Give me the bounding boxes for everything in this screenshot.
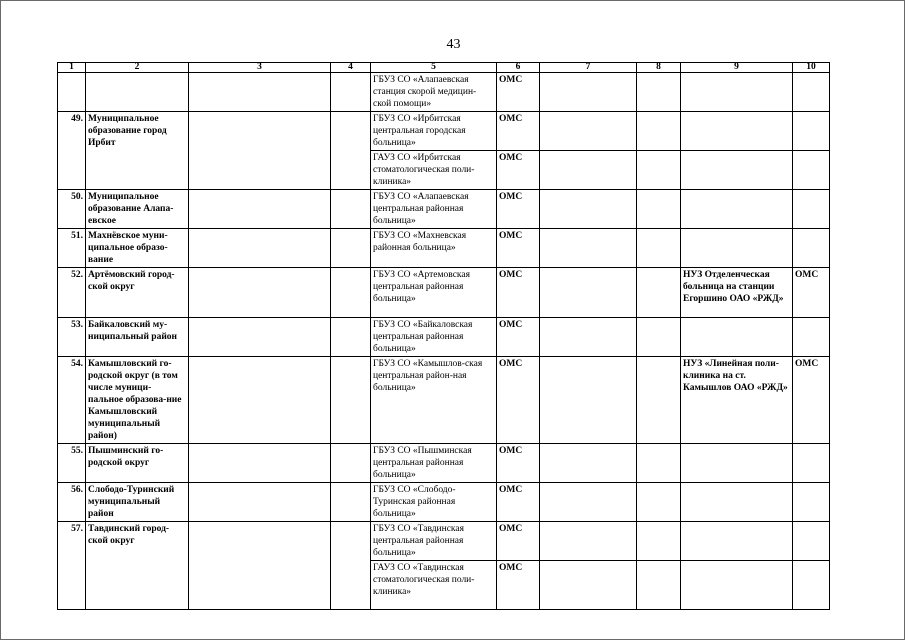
table-row [58, 483, 830, 522]
row-number: 57. [58, 522, 86, 610]
row-number: 55. [58, 444, 86, 483]
municipality-cell: Махнёвское муни-ципальное образо-вание [86, 229, 189, 268]
row-number: 52. [58, 268, 86, 318]
municipality-cell: Артёмовский город-ской округ [86, 268, 189, 318]
row-number: 49. [58, 112, 86, 190]
municipality-cell: Муниципальное образование город Ирбит [86, 112, 189, 190]
funding-cell: ОМС [497, 561, 540, 610]
table-row [58, 357, 830, 444]
municipality-cell: Тавдинский город-ской округ [86, 522, 189, 610]
organization-cell: ГБУЗ СО «Байкаловская центральная районная больница» [371, 318, 497, 357]
row-number: 51. [58, 229, 86, 268]
header-row [58, 63, 830, 73]
table-row [58, 229, 830, 268]
municipality-cell: Байкаловский му-ниципальный район [86, 318, 189, 357]
header-cell: 6 [497, 63, 540, 73]
organization-cell: ГАУЗ СО «Тавдинская стоматологическая поли-клиника» [371, 561, 497, 610]
organization-cell: ГБУЗ СО «Махневская районная больница» [371, 229, 497, 268]
table-row [58, 190, 830, 229]
header-cell: 7 [540, 63, 637, 73]
header-cell: 9 [681, 63, 793, 73]
funding-cell: ОМС [497, 229, 540, 268]
funding-cell: ОМС [497, 444, 540, 483]
organization-cell: ГБУЗ СО «Слободо-Туринская районная больница» [371, 483, 497, 522]
organization-cell: ГБУЗ СО «Артемовская центральная районная больница» [371, 268, 497, 318]
medical-organizations-table [57, 62, 830, 610]
funding-cell: ОМС [497, 112, 540, 151]
municipality-cell: Муниципальное образование Алапа-евское [86, 190, 189, 229]
table-row [58, 522, 830, 561]
table-row [58, 444, 830, 483]
table-row [58, 318, 830, 357]
header-cell: 1 [58, 63, 86, 73]
organization-cell: ГБУЗ СО «Камышлов-ская центральная район-ная больница» [371, 357, 497, 444]
organization-cell: ГБУЗ СО «Алапаевская станция скорой медицин-ской помощи» [371, 73, 497, 112]
organization-cell: ГБУЗ СО «Алапаевская центральная районная больница» [371, 190, 497, 229]
organization-cell: ГАУЗ СО «Ирбитская стоматологическая поли-клиника» [371, 151, 497, 190]
funding-cell: ОМС [497, 268, 540, 318]
page-number: 43 [446, 37, 461, 52]
header-cell: 4 [331, 63, 371, 73]
organization-cell: ГБУЗ СО «Ирбитская центральная городская больница» [371, 112, 497, 151]
row-number: 50. [58, 190, 86, 229]
organization-cell: ГБУЗ СО «Пышминская центральная районная больница» [371, 444, 497, 483]
row-number: 53. [58, 318, 86, 357]
table-row [58, 268, 830, 318]
funding-cell: ОМС [497, 522, 540, 561]
municipality-cell: Пышминский го-родской округ [86, 444, 189, 483]
funding-cell: ОМС [497, 483, 540, 522]
private-organization-cell: НУЗ «Линейная поли-клиника на ст. Камышлов ОАО «РЖД» [681, 357, 793, 444]
header-cell: 5 [371, 63, 497, 73]
funding-cell: ОМС [497, 190, 540, 229]
table-row [58, 112, 830, 151]
organization-cell: ГБУЗ СО «Тавдинская центральная районная больница» [371, 522, 497, 561]
table-row [58, 73, 830, 112]
row-number: 54. [58, 357, 86, 444]
municipality-cell: Камышловский го-родской округ (в том числе муници-пальное образова-ние Камышловский муниципальный район) [86, 357, 189, 444]
header-cell: 2 [86, 63, 189, 73]
header-cell: 10 [793, 63, 830, 73]
row-number: 56. [58, 483, 86, 522]
private-organization-cell: НУЗ Отделенческая больница на станции Егоршино ОАО «РЖД» [681, 268, 793, 318]
municipality-cell: Слободо-Туринский муниципальный район [86, 483, 189, 522]
funding-cell: ОМС [497, 151, 540, 190]
private-funding-cell: ОМС [793, 357, 830, 444]
funding-cell: ОМС [497, 357, 540, 444]
header-cell: 3 [189, 63, 331, 73]
funding-cell: ОМС [497, 318, 540, 357]
private-funding-cell: ОМС [793, 268, 830, 318]
header-cell: 8 [637, 63, 681, 73]
funding-cell: ОМС [497, 73, 540, 112]
